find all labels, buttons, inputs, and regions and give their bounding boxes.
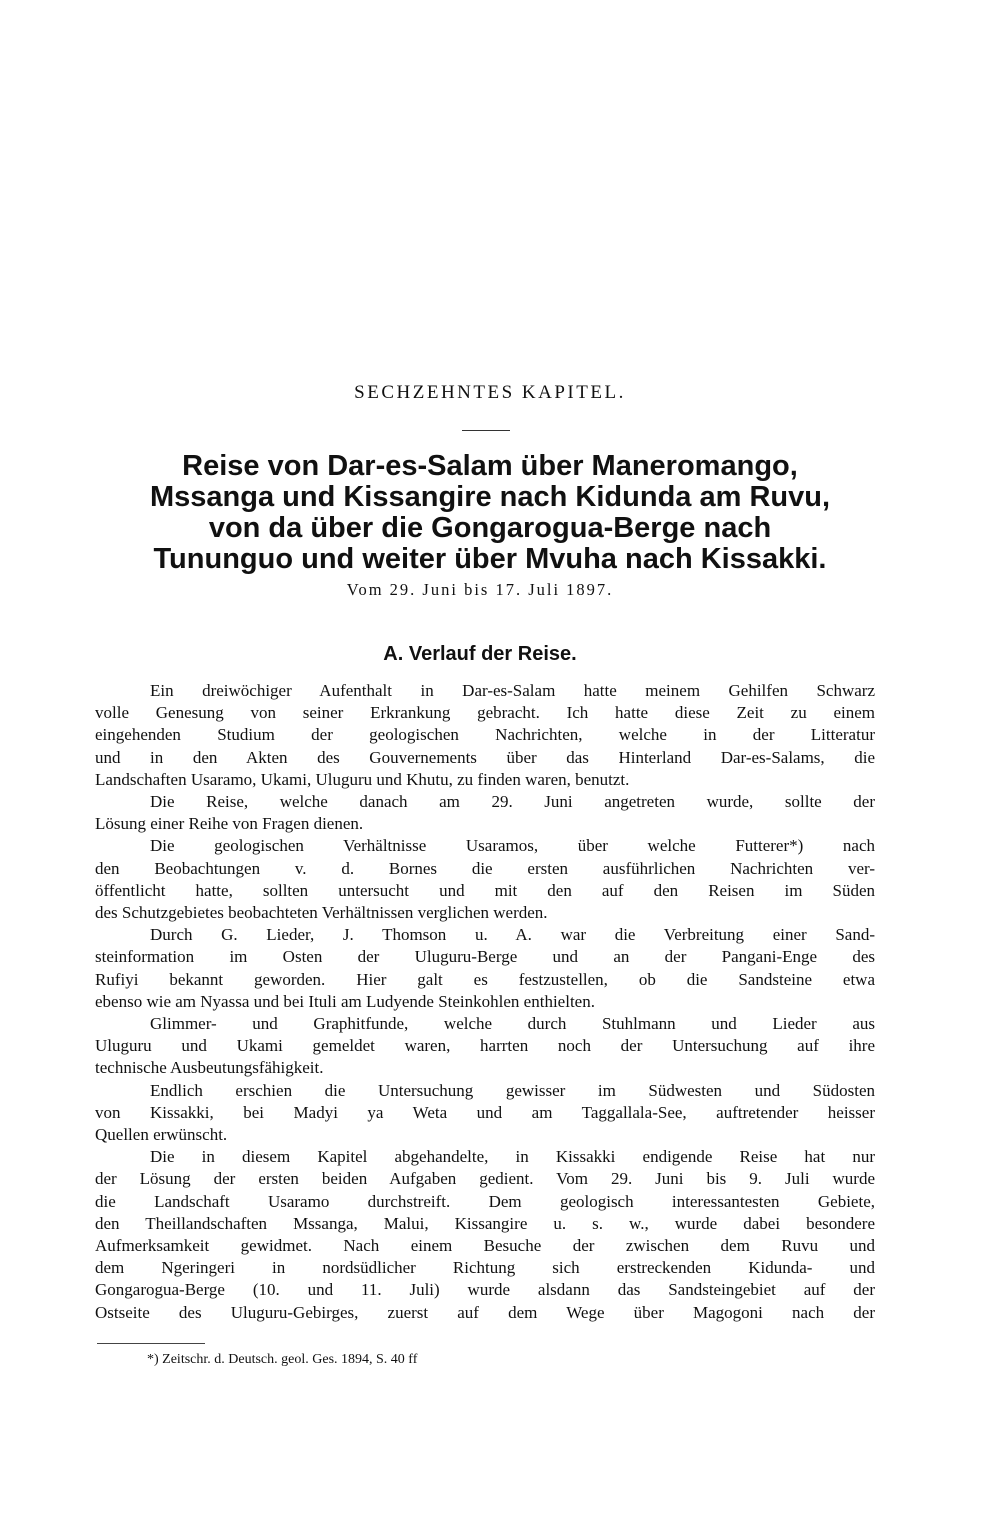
body-line: Gongarogua-Berge (10. und 11. Juli) wurde alsdann das Sandsteingebiet auf der [95, 1280, 875, 1300]
body-line: Die Reise, welche danach am 29. Juni angetreten wurde, sollte der [150, 792, 875, 812]
body-line: Lösung einer Reihe von Fragen dienen. [95, 814, 364, 834]
body-line: die Landschaft Usaramo durchstreift. Dem geologisch interessantesten Gebiete, [95, 1191, 875, 1211]
chapter-title [100, 451, 880, 575]
footnote-divider [97, 1343, 205, 1344]
body-line: Durch G. Lieder, J. Thomson u. A. war die Verbreitung einer Sand- [150, 925, 875, 945]
body-line: den Beobachtungen v. d. Bornes die ersten ausführlichen Nachrichten ver- [95, 858, 875, 878]
body-line: Ein dreiwöchiger Aufenthalt in Dar-es-Salam hatte meinem Gehilfen Schwarz [150, 681, 875, 700]
section-heading: A. Verlauf der Reise. [383, 643, 577, 665]
title-line: von da über die Gongarogua-Berge nach [208, 512, 772, 544]
title-line: Reise von Dar-es-Salam über Maneromango, [182, 450, 798, 482]
date-range: Vom 29. Juni bis 17. Juli 1897. [346, 580, 614, 599]
body-line: Landschaften Usaramo, Ukami, Uluguru und Khutu, zu finden waren, benutzt. [95, 769, 630, 789]
body-line: Die geologischen Verhältnisse Usaramos, über welche Futterer*) nach [150, 836, 875, 856]
footnote: *) Zeitschr. d. Deutsch. geol. Ges. 1894, S. 40 ff [147, 1352, 418, 1367]
body-line: Aufmerksamkeit gewidmet. Nach einem Besuche der zwischen dem Ruvu und [95, 1236, 875, 1256]
title-line: Mssanga und Kissangire nach Kidunda am Ruvu, [149, 481, 830, 513]
body-line: Glimmer- und Graphitfunde, welche durch Stuhlmann und Lieder aus [150, 1014, 875, 1034]
body-line: steinformation im Osten der Uluguru-Berge und an der Pangani-Enge des [95, 947, 875, 967]
body-line: der Lösung der ersten beiden Aufgaben gedient. Vom 29. Juni bis 9. Juli wurde [95, 1169, 875, 1189]
chapter-heading: SECHZEHNTES KAPITEL. [354, 382, 626, 403]
body-line: dem Ngeringeri in nordsüdlicher Richtung sich erstreckenden Kidunda- und [95, 1258, 875, 1278]
body-line: und in den Akten des Gouvernements über das Hinterland Dar-es-Salams, die [95, 747, 875, 767]
body-line: des Schutzgebietes beobachteten Verhältnissen verglichen werden. [95, 903, 548, 923]
body-line: eingehenden Studium der geologischen Nachrichten, welche in der Litteratur [95, 725, 875, 745]
body-line: den Theillandschaften Mssanga, Malui, Kissangire u. s. w., wurde dabei besondere [95, 1213, 875, 1233]
body-line: von Kissakki, bei Madyi ya Weta und am Taggallala-See, auftretender heisser [95, 1102, 875, 1122]
body-line: Rufiyi bekannt geworden. Hier galt es festzustellen, ob die Sandsteine etwa [95, 969, 875, 989]
body-line: Uluguru und Ukami gemeldet waren, harrten noch der Untersuchung auf ihre [95, 1036, 875, 1056]
body-line: Quellen erwünscht. [95, 1125, 228, 1145]
body-line: Die in diesem Kapitel abgehandelte, in Kissakki endigende Reise hat nur [150, 1147, 875, 1167]
body-line: volle Genesung von seiner Erkrankung gebracht. Ich hatte diese Zeit zu einem [95, 703, 875, 723]
body-line: technische Ausbeutungsfähigkeit. [95, 1058, 324, 1078]
title-line: Tununguo und weiter über Mvuha nach Kissakki. [153, 543, 827, 575]
body-line: öffentlicht hatte, sollten untersucht und mit den auf den Reisen im Süden [95, 880, 875, 900]
body-text [95, 680, 875, 1324]
body-line: Ostseite des Uluguru-Gebirges, zuerst auf dem Wege über Magogoni nach der [95, 1302, 875, 1322]
body-line: ebenso wie am Nyassa und bei Ituli am Ludyende Steinkohlen enthielten. [95, 991, 595, 1011]
body-line: Endlich erschien die Untersuchung gewisser im Südwesten und Südosten [150, 1080, 875, 1100]
chapter-divider [462, 430, 510, 431]
